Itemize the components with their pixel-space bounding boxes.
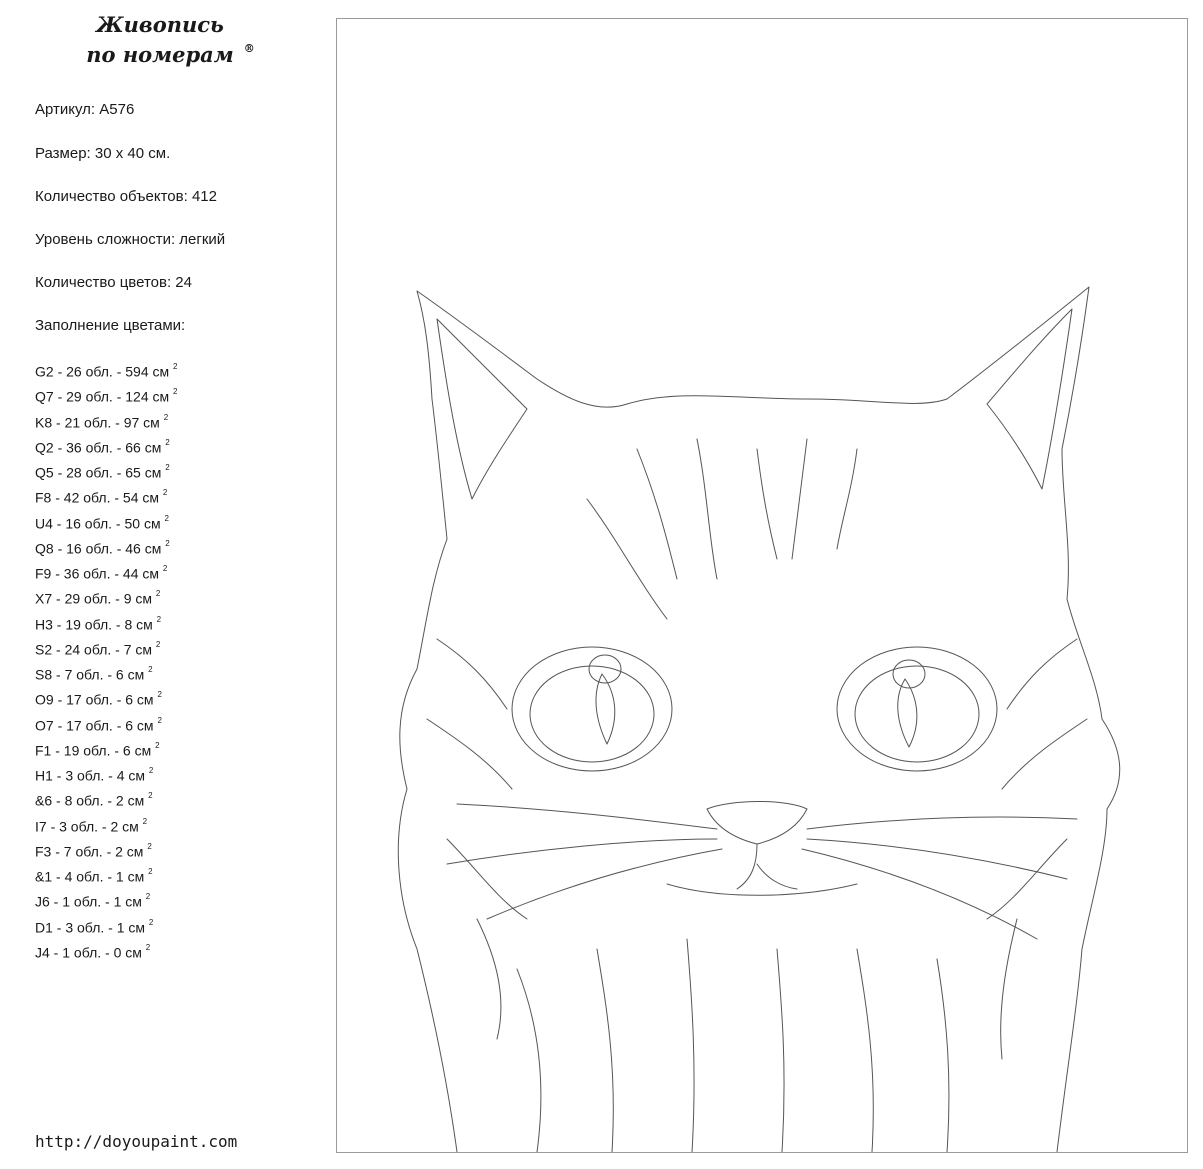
legend-row-unit-exponent: 2 bbox=[157, 690, 162, 700]
legend-row-unit-exponent: 2 bbox=[148, 791, 153, 801]
legend-row bbox=[35, 712, 177, 737]
legend-row-unit-exponent: 2 bbox=[164, 513, 169, 523]
legend-row-unit-exponent: 2 bbox=[142, 816, 148, 826]
legend-row-text: G2 - 26 обл. - 594 см bbox=[35, 363, 170, 380]
legend-row-unit-exponent: 2 bbox=[148, 766, 154, 775]
cat-mouth bbox=[667, 844, 857, 895]
legend-row-unit-exponent: 2 bbox=[156, 614, 162, 624]
legend-row-text: S2 - 24 обл. - 7 см bbox=[35, 641, 153, 658]
legend-row bbox=[35, 762, 177, 787]
legend-row-text: Q5 - 28 обл. - 65 см bbox=[35, 464, 162, 481]
legend-row bbox=[35, 484, 177, 509]
legend-row bbox=[35, 914, 177, 939]
brand-line-2 bbox=[86, 40, 255, 70]
forehead-stripes bbox=[587, 439, 857, 619]
legend-row bbox=[35, 863, 177, 888]
website-link[interactable]: http://doyoupaint.com bbox=[35, 1132, 238, 1151]
legend-row bbox=[35, 434, 177, 459]
legend-row-text: H3 - 19 обл. - 8 см bbox=[35, 616, 153, 633]
legend-row-unit-exponent: 2 bbox=[147, 841, 152, 851]
legend-row bbox=[35, 560, 177, 585]
legend-row-unit-exponent: 2 bbox=[163, 412, 169, 422]
legend-row-unit-exponent: 2 bbox=[165, 538, 170, 548]
legend-row bbox=[35, 939, 177, 964]
legend-row-unit-exponent: 2 bbox=[155, 639, 161, 649]
legend-row bbox=[35, 535, 177, 560]
fill-heading: Заполнение цветами: bbox=[35, 317, 186, 334]
legend-row-text: Q8 - 16 обл. - 46 см bbox=[35, 540, 162, 557]
legend-row-unit-exponent: 2 bbox=[173, 387, 178, 397]
left-pupil bbox=[596, 674, 615, 744]
legend-row-unit-exponent: 2 bbox=[155, 740, 160, 750]
legend-row-unit-exponent: 2 bbox=[157, 715, 162, 725]
left-ear-inner bbox=[437, 319, 527, 499]
right-pupil bbox=[898, 679, 917, 747]
legend-row-text: H1 - 3 обл. - 4 см bbox=[35, 767, 145, 784]
legend-row bbox=[35, 686, 177, 711]
whiskers-right bbox=[802, 817, 1077, 939]
cat-line-drawing bbox=[337, 19, 1187, 1152]
legend-row-text: X7 - 29 обл. - 9 см bbox=[35, 590, 153, 607]
legend-row-text: S8 - 7 обл. - 6 см bbox=[35, 666, 145, 683]
legend-row bbox=[35, 737, 177, 762]
coloring-canvas bbox=[336, 18, 1188, 1153]
brand-line-1: Живопись bbox=[96, 12, 224, 37]
legend-row-text: F1 - 19 обл. - 6 см bbox=[35, 742, 152, 759]
legend-row-text: F9 - 36 обл. - 44 см bbox=[35, 565, 160, 582]
legend-row-unit-exponent: 2 bbox=[148, 665, 153, 674]
legend-row-text: U4 - 16 обл. - 50 см bbox=[35, 515, 161, 532]
legend-row bbox=[35, 383, 177, 408]
legend-row-unit-exponent: 2 bbox=[148, 867, 153, 876]
colors-count-label: Количество цветов: 24 bbox=[35, 274, 192, 291]
size-label: Размер: 30 х 40 см. bbox=[35, 145, 171, 162]
legend-row bbox=[35, 409, 177, 434]
whiskers-left bbox=[447, 804, 722, 919]
left-eye-inner bbox=[530, 666, 654, 762]
legend-row-unit-exponent: 2 bbox=[165, 437, 170, 447]
brand-line-2-text: по номерам bbox=[86, 42, 234, 67]
legend-row-text: F3 - 7 обл. - 2 см bbox=[35, 843, 144, 860]
brand-logo bbox=[0, 10, 320, 70]
legend-row-text: O9 - 17 обл. - 6 см bbox=[35, 691, 154, 708]
legend-row-text: O7 - 17 обл. - 6 см bbox=[35, 717, 154, 734]
legend-row bbox=[35, 838, 177, 863]
objects-count-label: Количество объектов: 412 bbox=[35, 188, 217, 205]
legend-row-unit-exponent: 2 bbox=[162, 488, 168, 498]
legend-row-text: J4 - 1 обл. - 0 см bbox=[35, 944, 142, 961]
legend-row-unit-exponent: 2 bbox=[145, 892, 151, 902]
legend-row-text: &1 - 4 обл. - 1 см bbox=[35, 868, 145, 885]
legend-row-text: I7 - 3 обл. - 2 см bbox=[35, 818, 139, 835]
legend-row-text: J6 - 1 обл. - 1 см bbox=[35, 893, 142, 910]
legend-row bbox=[35, 787, 177, 812]
legend-row-unit-exponent: 2 bbox=[148, 917, 154, 927]
color-legend-list bbox=[35, 358, 177, 964]
article-label: Артикул: A576 bbox=[35, 101, 135, 118]
legend-row-text: F8 - 42 обл. - 54 см bbox=[35, 489, 160, 506]
right-ear-inner bbox=[987, 309, 1072, 489]
legend-row bbox=[35, 636, 177, 661]
legend-row-text: &6 - 8 обл. - 2 см bbox=[35, 792, 145, 809]
cat-nose bbox=[707, 802, 807, 845]
legend-row bbox=[35, 585, 177, 610]
legend-row bbox=[35, 661, 177, 686]
chest-fur bbox=[477, 919, 1017, 1152]
difficulty-label: Уровень сложности: легкий bbox=[35, 231, 226, 248]
legend-row bbox=[35, 510, 177, 535]
legend-row-text: D1 - 3 обл. - 1 см bbox=[35, 919, 145, 936]
legend-row bbox=[35, 358, 177, 383]
legend-row-unit-exponent: 2 bbox=[165, 463, 170, 472]
legend-row bbox=[35, 888, 177, 913]
legend-row bbox=[35, 611, 177, 636]
cat-head-outline bbox=[398, 287, 1119, 1152]
legend-row bbox=[35, 459, 177, 484]
legend-row-unit-exponent: 2 bbox=[155, 589, 161, 599]
legend-row-text: Q7 - 29 обл. - 124 см bbox=[35, 388, 170, 405]
legend-row-text: Q2 - 36 обл. - 66 см bbox=[35, 439, 162, 456]
right-eye-highlight bbox=[893, 660, 925, 688]
legend-row-unit-exponent: 2 bbox=[173, 362, 178, 371]
legend-row bbox=[35, 813, 177, 838]
legend-row-text: K8 - 21 обл. - 97 см bbox=[35, 414, 160, 431]
legend-row-unit-exponent: 2 bbox=[145, 942, 151, 952]
registered-mark: ® bbox=[243, 42, 255, 55]
legend-row-unit-exponent: 2 bbox=[162, 564, 168, 573]
cheek-fur bbox=[427, 639, 1087, 919]
